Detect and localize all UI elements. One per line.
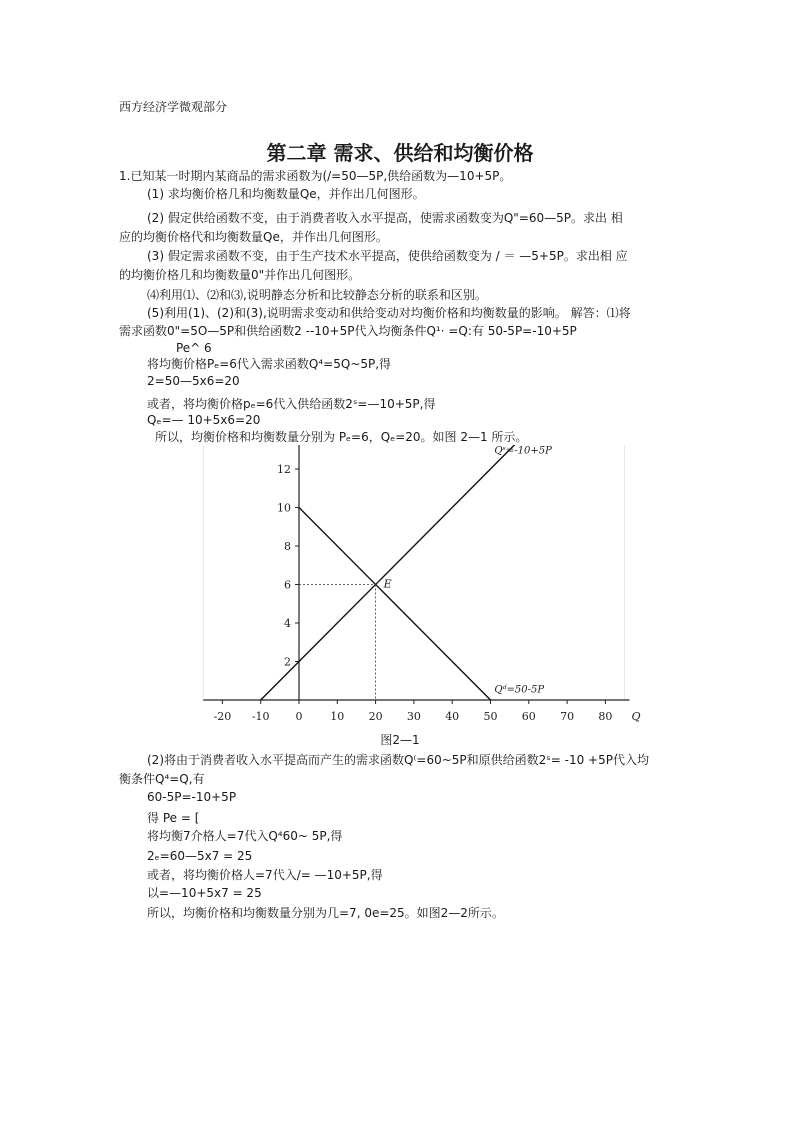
y-tick-label: 10	[277, 501, 291, 515]
text-line: 或者，将均衡价格人=7代入/= —10+5P,得	[147, 868, 383, 882]
plot-frame	[203, 445, 624, 700]
text-line: (3) 假定需求函数不变，由于生产技术水平提高，使供给函数变为 / ＝ —5+5P。求出相 应	[147, 249, 628, 263]
x-tick-label: 70	[560, 710, 575, 723]
x-tick-label: 60	[521, 710, 536, 723]
chapter-title: 第二章 需求、供给和均衡价格	[266, 141, 534, 165]
supply-demand-chart	[200, 445, 650, 730]
x-tick-label: 40	[445, 710, 460, 723]
document-header: 西方经济学微观部分	[119, 100, 228, 114]
text-line: 或者，将均衡价格pₑ=6代入供给函数2ˢ=—10+5P,得	[147, 397, 436, 411]
text-line: 衡条件Q⁴=Q,有	[119, 772, 205, 786]
text-line: 得 Pe = [	[147, 811, 200, 825]
series-line	[261, 445, 529, 700]
text-line: 将均衡价格Pₑ=6代入需求函数Q⁴=5Q~5P,得	[147, 357, 392, 371]
text-line: 以=—10+5x7 = 25	[147, 886, 262, 900]
text-line: (1) 求均衡价格几和均衡数量Qe，并作出几何图形。	[147, 187, 425, 201]
text-line: 需求函数0"=5O—5P和供给函数2 --10+5P代入均衡条件Q¹· =Q:有 50-5P=-10+5P	[119, 324, 577, 338]
text-line: (5)利用(1)、(2)和(3),说明需求变动和供给变动对均衡价格和均衡数量的影响。 解答：⑴将	[147, 306, 631, 320]
x-tick-label: 0	[295, 710, 303, 723]
y-tick-label: 4	[284, 617, 291, 630]
x-tick-label: -10	[251, 710, 270, 723]
text-line: 所以，均衡价格和均衡数量分别为 Pₑ=6，Qₑ=20。如图 2—1 所示。	[155, 430, 528, 444]
text-line: 2ₑ=60—5x7 = 25	[147, 849, 253, 863]
x-tick-label: 10	[330, 710, 345, 723]
text-line: (2) 假定供给函数不变，由于消费者收入水平提高，使需求函数变为Q"=60—5P。求出 相	[147, 211, 623, 225]
figure-caption: 图2—1	[380, 733, 420, 747]
x-tick-label: -20	[213, 710, 232, 723]
x-tick-label: 30	[406, 710, 421, 723]
y-tick-label: 2	[284, 655, 291, 669]
text-line: 60-5P=-10+5P	[147, 790, 237, 804]
equilibrium-label: E	[383, 577, 392, 591]
y-tick-label: 12	[277, 463, 291, 476]
series-label: Qᵈ=50-5P	[494, 684, 545, 696]
text-line: Pe^ 6	[176, 341, 212, 355]
y-tick-label: 6	[284, 578, 291, 592]
text-line: 1.已知某一时期内某商品的需求函数为(/=50—5P,供给函数为—10+5P。	[119, 169, 512, 183]
text-line: 将均衡7介格人=7代入Q⁴60~ 5P,得	[147, 829, 343, 843]
series-label: Qˢ=-10+5P	[494, 445, 552, 457]
text-line: 所以，均衡价格和均衡数量分别为几=7, 0e=25。如图2—2所示。	[147, 906, 504, 920]
text-line: 的均衡价格几和均衡数量0"并作出几何图形。	[119, 268, 361, 282]
x-tick-label: 20	[368, 710, 383, 723]
text-line: 应的均衡价格代和均衡数量Qe，并作出几何图形。	[119, 230, 388, 244]
x-axis-label: Q	[631, 710, 641, 723]
text-line: ⑷利用⑴、⑵和⑶,说明静态分析和比较静态分析的联系和区别。	[147, 288, 487, 302]
x-tick-label: 50	[483, 710, 498, 723]
y-tick-label: 8	[284, 540, 291, 553]
text-line: (2)将由于消费者收入水平提高而产生的需求函数Q⁽=60~5P和原供给函数2ˢ= -10 +5P代入均	[147, 753, 649, 767]
text-line: Qₑ=— 10+5x6=20	[147, 413, 261, 427]
x-tick-label: 80	[598, 710, 613, 723]
text-line: 2=50—5x6=20	[147, 374, 240, 388]
series-line	[299, 508, 491, 701]
